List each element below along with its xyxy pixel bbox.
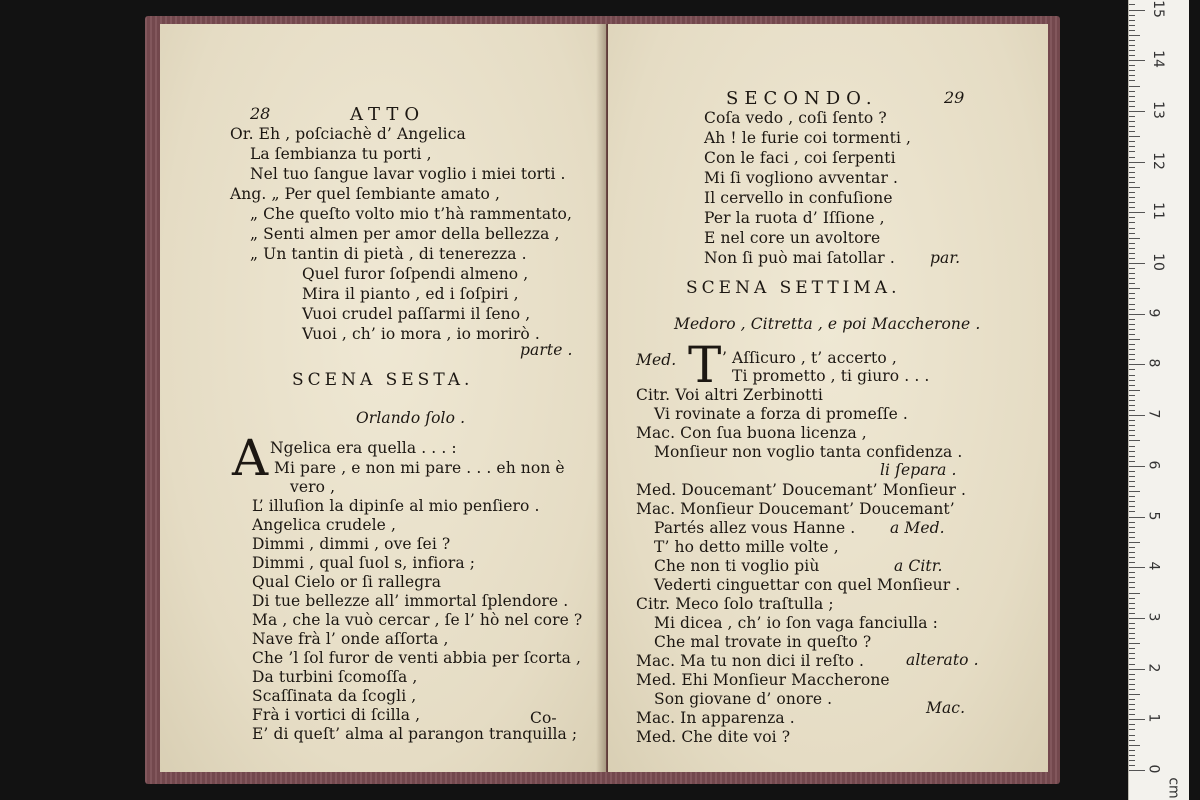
- ruler-label: 1: [1145, 713, 1162, 723]
- ruler-tick: [1129, 86, 1140, 87]
- ruler-tick: [1129, 562, 1135, 563]
- ruler-tick: [1129, 587, 1135, 588]
- verse-line: Vuoi , ch’ io mora , io morirò .: [302, 325, 540, 343]
- ruler-tick: [1129, 552, 1135, 553]
- ruler-tick: [1129, 349, 1135, 350]
- verse-line: Angelica crudele ,: [252, 516, 396, 534]
- ruler-tick: [1129, 116, 1135, 117]
- verse-line: Vuoi crudel paſſarmi il ſeno ,: [302, 305, 531, 323]
- verse-line: Ah ! le furie coi tormenti ,: [704, 129, 912, 147]
- ruler-tick: [1129, 745, 1140, 746]
- dialogue-line: Monſieur non voglio tanta confidenza .: [654, 443, 963, 461]
- dialogue-line: Mi dicea , ch’ io ſon vaga fanciulla :: [654, 614, 938, 632]
- ruler-tick: [1129, 664, 1135, 665]
- verse-line: Ti prometto , ti giuro . . .: [732, 367, 930, 385]
- ruler-tick: [1129, 207, 1135, 208]
- ruler-tick: [1129, 278, 1135, 279]
- verse-line: Il cervello in confuſione: [704, 189, 893, 207]
- ruler-tick: [1129, 405, 1135, 406]
- speaker-label: Med.: [636, 351, 677, 369]
- verse-line: Ngelica era quella . . . :: [270, 439, 457, 457]
- stage-direction: alterato .: [906, 651, 979, 669]
- ruler-tick: [1129, 309, 1135, 310]
- ruler-tick: [1129, 380, 1135, 381]
- ruler-tick: [1129, 694, 1140, 695]
- dialogue-line: Citr. Meco ſolo traſtulla ;: [636, 595, 834, 613]
- ruler-label: 7: [1145, 409, 1162, 419]
- running-head: ATTO: [350, 104, 426, 125]
- scene-persons: Medoro , Citretta , e poi Maccherone .: [674, 315, 981, 333]
- ruler-tick: [1129, 359, 1135, 360]
- ruler-tick: [1129, 476, 1135, 477]
- ruler-tick: [1129, 755, 1135, 756]
- ruler-tick: [1129, 648, 1135, 649]
- ruler-tick: [1129, 354, 1135, 355]
- verse-line: Con le faci , coi ſerpenti: [704, 149, 896, 167]
- ruler-tick: [1129, 750, 1135, 751]
- ruler-tick: [1129, 400, 1135, 401]
- ruler-tick: [1129, 217, 1135, 218]
- ruler-tick: [1129, 689, 1135, 690]
- ruler-tick: [1129, 4, 1135, 5]
- ruler-tick: [1129, 25, 1135, 26]
- dialogue-line: Mac. Con ſua buona licenza ,: [636, 424, 867, 442]
- ruler-tick: [1129, 603, 1135, 604]
- ruler-tick: [1129, 481, 1135, 482]
- ruler-tick: [1129, 288, 1140, 289]
- dialogue-line: Son giovane d’ onore .: [654, 690, 833, 708]
- ruler-tick: [1129, 517, 1145, 518]
- ruler-tick: [1129, 268, 1135, 269]
- ruler-tick: [1129, 238, 1140, 239]
- ruler-tick: [1129, 643, 1140, 644]
- running-head: SECONDO.: [726, 88, 878, 109]
- stage-direction: par.: [930, 249, 961, 267]
- ruler-label: 3: [1145, 612, 1162, 622]
- ruler-tick: [1129, 35, 1140, 36]
- ruler-tick: [1129, 314, 1145, 315]
- ruler-tick: [1129, 228, 1135, 229]
- stage-direction: a Citr.: [894, 557, 943, 575]
- page-number: 28: [250, 104, 271, 123]
- ruler-tick: [1129, 496, 1135, 497]
- ruler-tick: [1129, 60, 1145, 61]
- dialogue-line: Vi rovinate a forza di promeſſe .: [654, 405, 908, 423]
- ruler-tick: [1129, 273, 1135, 274]
- ruler-tick: [1129, 506, 1135, 507]
- dialogue-line: Mac. Monſieur Doucemant’ Doucemant’: [636, 500, 955, 518]
- ruler-tick: [1129, 91, 1135, 92]
- ruler-tick: [1129, 658, 1135, 659]
- verse-line: Ang. „ Per quel ſembiante amato ,: [230, 185, 501, 203]
- verse-line: L’ illuſion la dipinſe al mio penſiero .: [252, 497, 540, 515]
- ruler-tick: [1129, 598, 1135, 599]
- ruler-tick: [1129, 212, 1145, 213]
- verse-line: „ Che queſto volto mio t’hà rammentato,: [250, 205, 573, 223]
- page-number: 29: [944, 88, 965, 107]
- ruler-tick: [1129, 501, 1135, 502]
- dialogue-line: Che mal trovate in queſto ?: [654, 633, 872, 651]
- ruler-tick: [1129, 172, 1135, 173]
- verse-line: Non ſi può mai ſatollar .: [704, 249, 895, 267]
- ruler-tick: [1129, 75, 1135, 76]
- verse-line: E’ di queſt’ alma al parangon tranquilla ;: [252, 725, 578, 743]
- ruler-tick: [1129, 390, 1140, 391]
- ruler-tick: [1129, 679, 1135, 680]
- verse-line: Coſa vedo , coſi ſento ?: [704, 109, 887, 127]
- dialogue-line: Mac. In apparenza .: [636, 709, 795, 727]
- ruler-tick: [1129, 425, 1135, 426]
- ruler-label: 8: [1145, 358, 1162, 368]
- ruler-tick: [1129, 729, 1135, 730]
- ruler-tick: [1129, 740, 1135, 741]
- ruler-tick: [1129, 613, 1135, 614]
- ruler-tick: [1129, 684, 1135, 685]
- ruler-tick: [1129, 50, 1135, 51]
- ruler-tick: [1129, 375, 1135, 376]
- ruler-tick: [1129, 638, 1135, 639]
- ruler-tick: [1129, 131, 1135, 132]
- ruler-label: 0: [1145, 764, 1162, 774]
- dialogue-line: Mac. Ma tu non dici il reſto .: [636, 652, 865, 670]
- dialogue-line: Partés allez vous Hanne .: [654, 519, 856, 537]
- ruler-tick: [1129, 253, 1135, 254]
- ruler-tick: [1129, 719, 1145, 720]
- ruler-tick: [1129, 243, 1135, 244]
- ruler-tick: [1129, 765, 1135, 766]
- ruler-tick: [1129, 724, 1135, 725]
- ruler-tick: [1129, 714, 1135, 715]
- ruler-tick: [1129, 653, 1135, 654]
- verse-line: Nave frà l’ onde aſſorta ,: [252, 630, 449, 648]
- ruler-label: 15: [1149, 0, 1166, 18]
- ruler-tick: [1129, 177, 1135, 178]
- verse-line: Da turbini ſcomoſſa ,: [252, 668, 418, 686]
- ruler-tick: [1129, 456, 1135, 457]
- ruler-tick: [1129, 40, 1135, 41]
- ruler-tick: [1129, 593, 1140, 594]
- scene-title: SCENA SESTA.: [292, 370, 474, 390]
- ruler-tick: [1129, 187, 1140, 188]
- ruler-tick: [1129, 126, 1135, 127]
- ruler-tick: [1129, 735, 1135, 736]
- ruler-tick: [1129, 674, 1135, 675]
- ruler-tick: [1129, 10, 1145, 11]
- ruler-tick: [1129, 20, 1135, 21]
- ruler-tick: [1129, 319, 1135, 320]
- ruler-tick: [1129, 329, 1135, 330]
- ruler-tick: [1129, 633, 1135, 634]
- ruler-tick: [1129, 532, 1135, 533]
- ruler-tick: [1129, 192, 1135, 193]
- ruler-tick: [1129, 151, 1135, 152]
- dialogue-line: Med. Che dite voi ?: [636, 728, 791, 746]
- ruler-tick: [1129, 248, 1135, 249]
- ruler-tick: [1129, 369, 1135, 370]
- ruler-tick: [1129, 466, 1145, 467]
- ruler-tick: [1129, 263, 1145, 264]
- ruler-tick: [1129, 461, 1135, 462]
- stage-direction: li ſepara .: [880, 461, 957, 479]
- ruler-tick: [1129, 101, 1135, 102]
- verse-line: Che ’l ſol furor de venti abbia per ſcorta ,: [252, 649, 582, 667]
- ruler-tick: [1129, 491, 1140, 492]
- verse-line: „ Un tantin di pietà , di tenerezza .: [250, 245, 527, 263]
- ruler-label: 4: [1145, 561, 1162, 571]
- ruler-tick: [1129, 623, 1135, 624]
- ruler-tick: [1129, 770, 1145, 771]
- ruler-tick: [1129, 111, 1145, 112]
- ruler-label: 2: [1145, 663, 1162, 673]
- ruler-tick: [1129, 80, 1135, 81]
- verse-line: Ma , che la vuò cercar , ſe l’ hò nel core ?: [252, 611, 583, 629]
- ruler-tick: [1129, 334, 1135, 335]
- ruler-tick: [1129, 385, 1135, 386]
- ruler-tick: [1129, 582, 1135, 583]
- ruler-tick: [1129, 608, 1135, 609]
- ruler-tick: [1129, 577, 1135, 578]
- ruler-label: 10: [1149, 253, 1166, 271]
- ruler-tick: [1129, 15, 1135, 16]
- ruler-label: 9: [1145, 308, 1162, 318]
- verse-line: Mi pare , e non mi pare . . . eh non è: [274, 459, 565, 477]
- ruler-tick: [1129, 547, 1135, 548]
- ruler-tick: [1129, 55, 1135, 56]
- ruler-label: 14: [1149, 50, 1166, 69]
- dialogue-line: T’ ho detto mille volte ,: [654, 538, 839, 556]
- stage-direction: parte .: [520, 341, 573, 359]
- ruler-tick: [1129, 298, 1135, 299]
- ruler-tick: [1129, 699, 1135, 700]
- left-page: [160, 24, 606, 772]
- verse-line: Qual Cielo or ſi rallegra: [252, 573, 442, 591]
- ruler-tick: [1129, 162, 1145, 163]
- ruler-tick: [1129, 157, 1135, 158]
- ruler-tick: [1129, 420, 1135, 421]
- ruler-tick: [1129, 65, 1135, 66]
- verse-line: E nel core un avoltore: [704, 229, 881, 247]
- ruler-tick: [1129, 304, 1135, 305]
- ruler-tick: [1129, 410, 1135, 411]
- ruler-tick: [1129, 45, 1135, 46]
- ruler-label: 5: [1145, 511, 1162, 520]
- right-page: [608, 24, 1048, 772]
- ruler-tick: [1129, 136, 1140, 137]
- scene-persons: Orlando ſolo .: [356, 409, 466, 427]
- ruler-tick: [1129, 339, 1140, 340]
- ruler-label: 12: [1149, 151, 1166, 170]
- dialogue-line: Vederti cinguettar con quel Monſieur .: [654, 576, 961, 594]
- ruler-label: 13: [1149, 100, 1166, 119]
- ruler-tick: [1129, 258, 1135, 259]
- verse-line: vero ,: [290, 478, 336, 496]
- ruler-tick: [1129, 182, 1135, 183]
- ruler-tick: [1129, 96, 1135, 97]
- verse-line: Di tue bellezze all’ immortal ſplendore .: [252, 592, 569, 610]
- dialogue-line: Che non ti voglio più: [654, 557, 820, 575]
- ruler-tick: [1129, 542, 1140, 543]
- ruler-tick: [1129, 202, 1135, 203]
- verse-line: Dimmi , dimmi , ove ſei ?: [252, 535, 451, 553]
- ruler-tick: [1129, 511, 1135, 512]
- measurement-ruler: [1128, 0, 1189, 800]
- ruler-tick: [1129, 293, 1135, 294]
- ruler-tick: [1129, 567, 1145, 568]
- ruler-tick: [1129, 324, 1135, 325]
- verse-line: Dimmi , qual ſuol s, infiora ;: [252, 554, 476, 572]
- stage-direction: a Med.: [890, 519, 945, 537]
- ruler-tick: [1129, 557, 1135, 558]
- ruler-tick: [1129, 709, 1135, 710]
- ruler-tick: [1129, 537, 1135, 538]
- ruler-tick: [1129, 446, 1135, 447]
- ruler-tick: [1129, 70, 1135, 71]
- ruler-tick: [1129, 669, 1145, 670]
- ruler-tick: [1129, 146, 1135, 147]
- verse-line: Mi ſi vogliono avventar .: [704, 169, 899, 187]
- ruler-unit: cm: [1165, 777, 1182, 799]
- ruler-tick: [1129, 451, 1135, 452]
- ruler-tick: [1129, 486, 1135, 487]
- ruler-tick: [1129, 760, 1135, 761]
- verse-line: „ Senti almen per amor della bellezza ,: [250, 225, 560, 243]
- ruler-tick: [1129, 167, 1135, 168]
- ruler-tick: [1129, 471, 1135, 472]
- ruler-tick: [1129, 197, 1135, 198]
- ruler-tick: [1129, 141, 1135, 142]
- dialogue-line: Citr. Voi altri Zerbinotti: [636, 386, 823, 404]
- verse-line: La ſembianza tu porti ,: [250, 145, 432, 163]
- verse-line: Scaſſinata da ſcogli ,: [252, 687, 417, 705]
- verse-line: Quel furor ſoſpendi almeno ,: [302, 265, 529, 283]
- drop-cap: A: [232, 429, 269, 487]
- ruler-tick: [1129, 283, 1135, 284]
- verse-line: Frà i vortici di ſcilla ,: [252, 706, 421, 724]
- ruler-tick: [1129, 233, 1135, 234]
- ruler-tick: [1129, 121, 1135, 122]
- dialogue-line: Med. Doucemant’ Doucemant’ Monſieur .: [636, 481, 967, 499]
- catchword: Co-: [530, 709, 557, 727]
- verse-line: Mira il pianto , ed i ſoſpiri ,: [302, 285, 519, 303]
- ruler-tick: [1129, 415, 1145, 416]
- ruler-tick: [1129, 430, 1135, 431]
- ruler-tick: [1129, 344, 1135, 345]
- ruler-tick: [1129, 522, 1135, 523]
- ruler-tick: [1129, 106, 1135, 107]
- ruler-tick: [1129, 628, 1135, 629]
- dialogue-line: Med. Ehi Monſieur Maccherone: [636, 671, 890, 689]
- ruler-tick: [1129, 618, 1145, 619]
- drop-cap: T: [688, 336, 722, 394]
- ruler-tick: [1129, 572, 1135, 573]
- ruler-tick: [1129, 30, 1135, 31]
- scene-title: SCENA SETTIMA.: [686, 278, 901, 298]
- verse-line: Per la ruota d’ Iſſione ,: [704, 209, 885, 227]
- verse-line: Or. Eh , poſciachè d’ Angelica: [230, 125, 466, 143]
- ruler-tick: [1129, 222, 1135, 223]
- ruler-tick: [1129, 527, 1135, 528]
- ruler-tick: [1129, 364, 1145, 365]
- verse-line: Nel tuo ſangue lavar voglio i miei torti .: [250, 165, 566, 183]
- ruler-tick: [1129, 440, 1140, 441]
- catchword: Mac.: [926, 699, 966, 717]
- verse-line: ’ Aſſicuro , t’ accerto ,: [722, 349, 897, 367]
- ruler-tick: [1129, 395, 1135, 396]
- ruler-label: 6: [1145, 460, 1162, 470]
- ruler-tick: [1129, 704, 1135, 705]
- ruler-label: 11: [1149, 202, 1166, 221]
- ruler-tick: [1129, 435, 1135, 436]
